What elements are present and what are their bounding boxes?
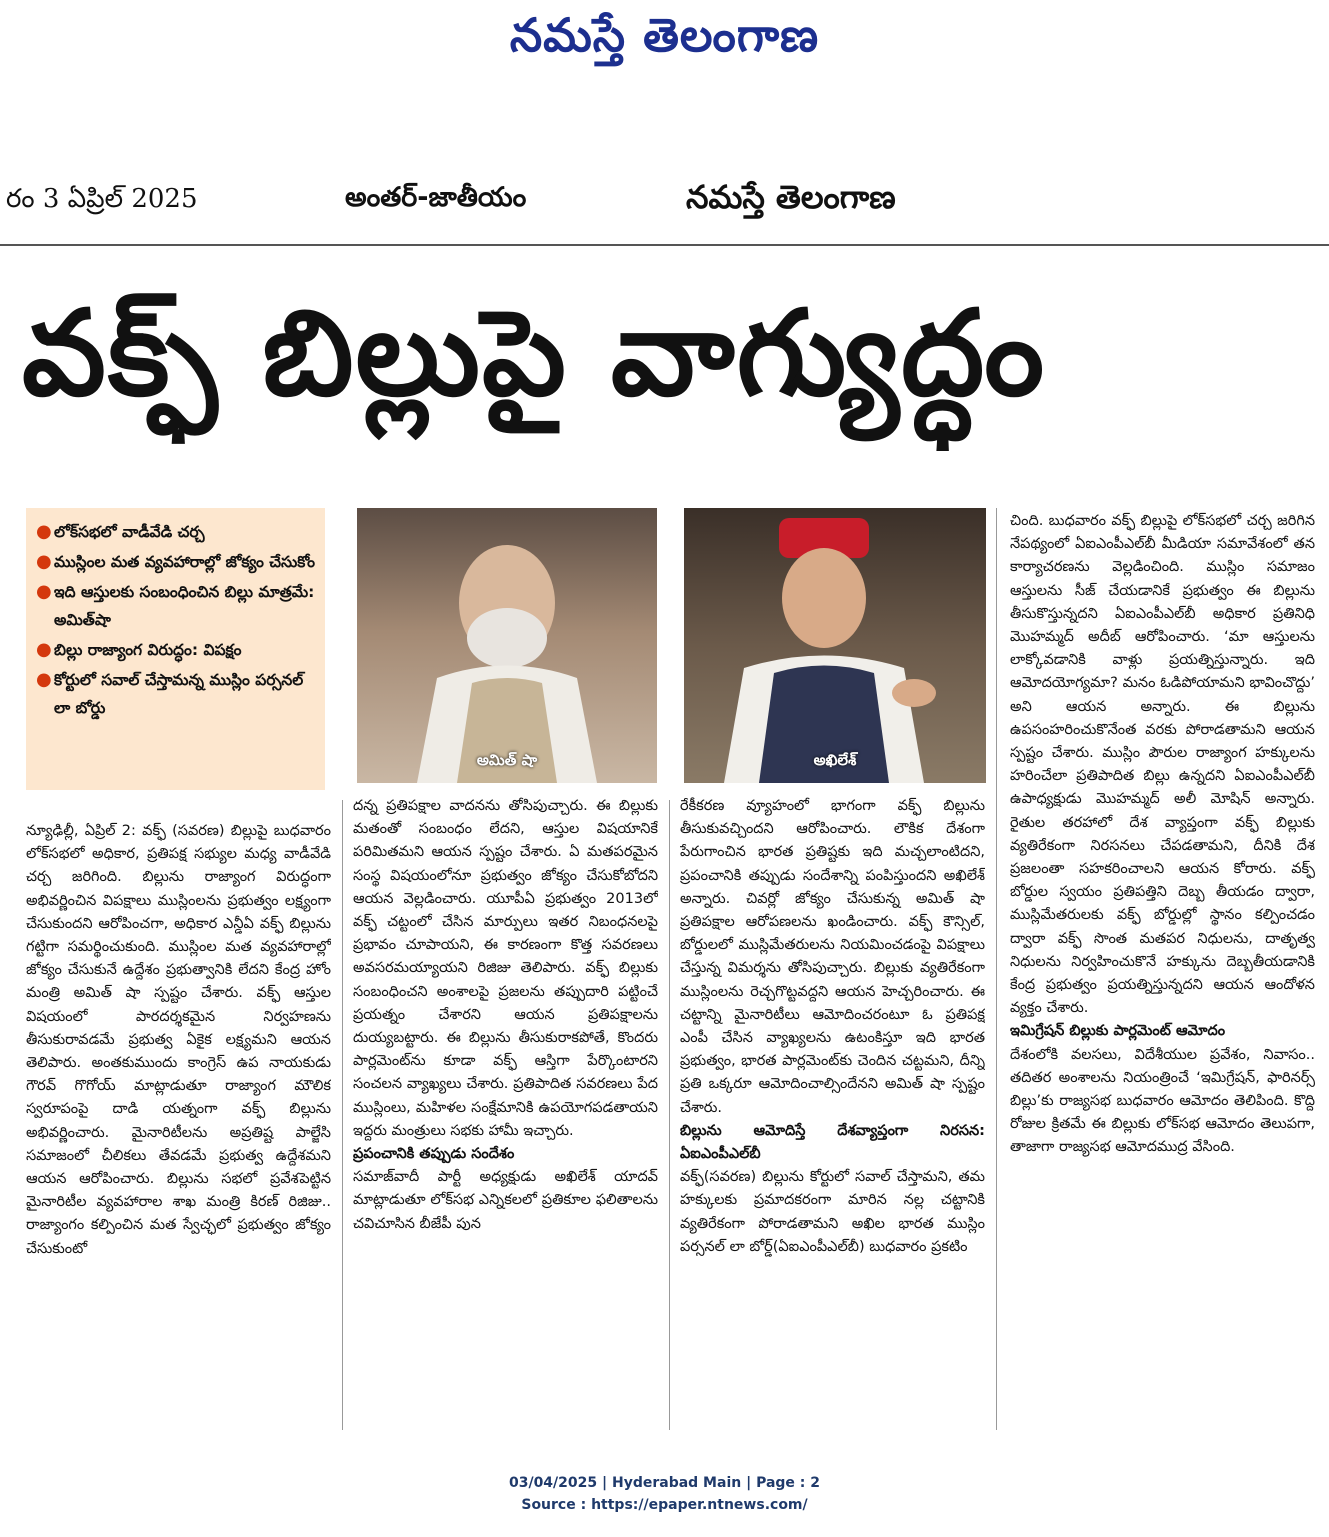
subheading: బిల్లును ఆమోదిస్తే దేశవ్యాప్తంగా నిరసన: ఏఐఎంపీఎల్‌బీ (680, 1122, 985, 1163)
highlight-item: ● లోక్‌సభలో వాడీవేడి చర్చ (36, 518, 317, 546)
subheading: ప్రపంచానికి తప్పుడు సందేశం (353, 1146, 515, 1163)
photo-amit-shah (357, 508, 657, 783)
subheading: ఇమిగ్రేషన్ బిల్లుకు పార్లమెంట్ ఆమోదం (1010, 1023, 1226, 1040)
person-silhouette-icon (357, 508, 657, 783)
article-column-1 (26, 820, 331, 1432)
photo-caption: అఖిలేశ్ (813, 751, 857, 769)
footer-source-link[interactable]: Source : https://epaper.ntnews.com/ (521, 1497, 808, 1513)
masthead-logo: నమస్తే తెలంగాణ (509, 8, 820, 62)
bullet-icon: ● (36, 521, 52, 542)
highlight-item: ● బిల్లు రాజ్యాంగ విరుద్ధం: విపక్షం (36, 636, 317, 664)
headline: వక్ఫ్ బిల్లుపై వాగ్యుద్ధం (22, 284, 1047, 422)
article-text: దన్న ప్రతిపక్షాల వాదనను తోసిపుచ్చారు. ఈ బిల్లుకు మతంతో సంబంధం లేదని, ఆస్తుల విషయానికే పరిమితమని ఆయన స్పష్టం చేశారు. ఏ మతపరమైన సంస్థ విషయంలోనూ ప్రభుత్వం జోక్యం చేసుకోబోదని ఆయన వెల్లడించారు. యూపీఏ ప్రభుత్వం 2013లో వక్ఫ్ చట్టంలో చేసిన మార్పులు ఇతర నిబంధనలపై ప్రభావం చూపాయని, ఈ కారణంగా కొత్త సవరణలు అవసరమయ్యాయని రిజిజు తెలిపారు. వక్ఫ్ బిల్లుకు సంబంధించని అంశాలపై ప్రజలను తప్పుదారి పట్టించే ప్రయత్నం చేశారని ఆయన ప్రతిపక్షాలను దుయ్యబట్టారు. ఈ బిల్లును తీసుకురాకపోతే, కొందరు పార్లమెంట్‌ను కూడా వక్ఫ్ ఆస్తిగా పేర్కొంటారని సంచలన వ్యాఖ్యలు చేశారు. ప్రతిపాదిత సవరణలు పేద ముస్లింలు, మహిళల సంక్షేమానికి ఉపయోగపడతాయని ఇద్దరు మంత్రులు సభకు హామీ ఇచ్చారు. (353, 798, 658, 1139)
bullet-icon: ● (36, 669, 52, 690)
brand-name: నమస్తే తెలంగాణ (686, 178, 896, 216)
article-text: రేకీకరణ వ్యూహంలో భాగంగా వక్ఫ్ బిల్లును తీసుకువచ్చిందని ఆరోపించారు. లౌకిక దేశంగా పేరుగాంచిన భారత ప్రతిష్టకు ఇది మచ్చలాంటిదని, ప్రపంచానికి తప్పుడు సందేశాన్ని పంపిస్తుందని అఖిలేశ్ అన్నారు. చివర్లో జోక్యం చేసుకున్న అమిత్ షా ప్రతిపక్షాల ఆరోపణలను ఖండించారు. వక్ఫ్ కౌన్సిల్, బోర్డులలో ముస్లిమేతరులను నియమించడంపై విపక్షాలు చేస్తున్న విమర్శను తోసిపుచ్చారు. బిల్లుకు వ్యతిరేకంగా ముస్లింలను రెచ్చగొట్టవద్దని ఆయన హెచ్చరించారు. ఈ చట్టాన్ని మైనారిటీలు ఆమోదించరంటూ ఓ ప్రతిపక్ష ఎంపీ చేసిన వ్యాఖ్యలను ఉటంకిస్తూ ఇది భారత ప్రభుత్వం, భారత పార్లమెంట్‌కు చెందిన చట్టమని, దీన్ని ప్రతి ఒక్కరూ ఆమోదించాల్సిందేనని అమిత్ షా స్పష్టం చేశారు. (680, 798, 985, 1116)
article-text: సమాజ్‌వాదీ పార్టీ అధ్యక్షుడు అఖిలేశ్ యాదవ్ మాట్లాడుతూ లోక్‌సభ ఎన్నికలలో ప్రతికూల ఫలితాలను చవిచూసిన బీజేపీ పున (353, 1169, 658, 1232)
issue-date: రం 3 ఏప్రిల్ 2025 (6, 184, 198, 214)
bullet-icon: ● (36, 639, 52, 660)
article-text: వక్ఫ్(సవరణ) బిల్లును కోర్టులో సవాల్ చేస్తామని, తమ హక్కులకు ప్రమాదకరంగా మారిన నల్ల చట్టానికి వ్యతిరేకంగా పోరాడతామని అఖిల భారత ముస్లిం పర్సనల్ లా బోర్డ్(ఏఐఎంపీఎల్‌బీ) బుధవారం ప్రకటిం (680, 1169, 985, 1255)
column-divider (342, 800, 343, 1430)
column-divider (669, 800, 670, 1430)
column-divider (996, 508, 997, 1430)
photo-caption: అమిత్ షా (476, 751, 538, 769)
article-text: న్యూఢిల్లీ, ఏప్రిల్ 2: వక్ఫ్ (సవరణ) బిల్లుపై బుధవారం లోక్‌సభలో అధికార, ప్రతిపక్ష సభ్యుల మధ్య వాడీవేడి చర్చ జరిగింది. బిల్లును రాజ్యాంగ విరుద్ధంగా అభివర్ణించిన విపక్షాలు ముస్లింలను ప్రభుత్వం లక్ష్యంగా చేసుకుందని ఆరోపించగా, అధికార ఎన్డీఏ వక్ఫ్ బిల్లును గట్టిగా సమర్థించుకుంది. ముస్లింల మత వ్యవహారాల్లో జోక్యం చేసుకునే ఉద్దేశం ప్రభుత్వానికి లేదని కేంద్ర హోం మంత్రి అమిత్ షా స్పష్టం చేశారు. వక్ఫ్ ఆస్తుల విషయంలో పారదర్శకమైన నిర్వహణను తీసుకురావడమే ప్రభుత్వ ఏకైక లక్ష్యమని ఆయన తెలిపారు. అంతకుముందు కాంగ్రెస్ ఉప నాయకుడు గౌరవ్ గొగోయ్ మాట్లాడుతూ రాజ్యాంగ మౌలిక స్వరూపంపై దాడి యత్నంగా వక్ఫ్ బిల్లును అభివర్ణించారు. మైనారిటీలను అప్రతిష్ట పాల్జేసి సమాజంలో చీలికలు తేవడమే ప్రభుత్వ ఉద్దేశమని ఆయన ఆరోపించారు. బిల్లును సభలో ప్రవేశపెట్టిన మైనారిటీల వ్యవహారాల శాఖ మంత్రి కిరణ్ రిజిజు.. రాజ్యాంగం కల్పించిన మత స్వేచ్ఛలో ప్రభుత్వం జోక్యం చేసుకుంటో (26, 823, 331, 1257)
article-column-3 (680, 795, 985, 1435)
photo-akhilesh (684, 508, 986, 783)
person-silhouette-icon (684, 508, 986, 783)
highlight-item: ● ఇది ఆస్తులకు సంబంధించిన బిల్లు మాత్రమే: అమిత్‌షా (36, 578, 317, 634)
highlight-item: ● ముస్లింల మత వ్యవహారాల్లో జోక్యం చేసుకోం (36, 548, 317, 576)
bullet-icon: ● (36, 551, 52, 572)
section-title: అంతర్-జాతీయం (345, 182, 527, 213)
footer-edition-info: 03/04/2025 | Hyderabad Main | Page : 2 (508, 1475, 821, 1491)
highlight-item: ● కోర్టులో సవాల్ చేస్తామన్న ముస్లిం పర్సనల్ లా బోర్డు (36, 666, 317, 722)
bullet-icon: ● (36, 581, 52, 602)
article-column-2 (353, 795, 658, 1435)
highlights-box (26, 508, 325, 790)
header-rule (0, 244, 1329, 246)
article-text: చింది. బుధవారం వక్ఫ్ బిల్లుపై లోక్‌సభలో చర్చ జరిగిన నేపథ్యంలో ఏఐఎంపీఎల్‌బీ మీడియా సమావేశంలో తన కార్యాచరణను వెల్లడించింది. ముస్లిం సమాజం ఆస్తులను సీజ్ చేయడానికే ప్రభుత్వం ఈ బిల్లును తీసుకొస్తున్నదని ఏఐఎంపీఎల్‌బీ అధికార ప్రతినిధి మొహమ్మద్ అదీబ్ ఆరోపించారు. ‘మా ఆస్తులను లాక్కోవడానికి వాళ్లు ప్రయత్నిస్తున్నారు. ఇది ఆమోదయోగ్యమా? మనం ఓడిపోయామని భావించొద్దు’ అని ఆయన అన్నారు. ఈ బిల్లును ఉపసంహరించుకొనేంత వరకు పోరాడతామని ఆయన స్పష్టం చేశారు. ముస్లిం పౌరుల రాజ్యాంగ హక్కులను హరించేలా ప్రతిపాదిత బిల్లు ఉన్నదని ఏఐఎంపీఎల్‌బీ ఉపాధ్యక్షుడు మొహమ్మద్ అలీ మోషిన్ అన్నారు. రైతుల తరహాలో దేశ వ్యాప్తంగా వక్ఫ్ బిల్లుకు వ్యతిరేకంగా నిరసనలు చేపడతామని, దీనికి దేశ ప్రజలంతా సహకరించాలని ఆయన కోరారు. వక్ఫ్ బోర్డుల స్వయం ప్రతిపత్తిని దెబ్బ తీయడం ద్వారా, ముస్లిమేతరులకు వక్ఫ్ బోర్డుల్లో స్థానం కల్పించడం ద్వారా వక్ఫ్ సొంత మతపర నిధులను, దాతృత్వ నిధులను నిర్వహించుకొనే హక్కును దెబ్బతీయడానికి కేంద్ర ప్రభుత్వం ప్రయత్నిస్తున్నదని ఆయన ఆందోళన వ్యక్తం చేశారు. (1010, 513, 1315, 1017)
page-strip (0, 178, 1329, 234)
article-text: దేశంలోకి వలసలు, విదేశీయుల ప్రవేశం, నివాసం.. తదితర అంశాలను నియంత్రించే ‘ఇమిగ్రేషన్, ఫారినర్స్ బిల్లు’కు రాజ్యసభ బుధవారం ఆమోదం తెలిపింది. కొద్ది రోజుల క్రితమే ఈ బిల్లుకు లోక్‌సభ ఆమోదం తెలుపగా, తాజాగా రాజ్యసభ ఆమోదముద్ర వేసింది. (1010, 1046, 1315, 1156)
article-column-4 (1010, 510, 1315, 1435)
